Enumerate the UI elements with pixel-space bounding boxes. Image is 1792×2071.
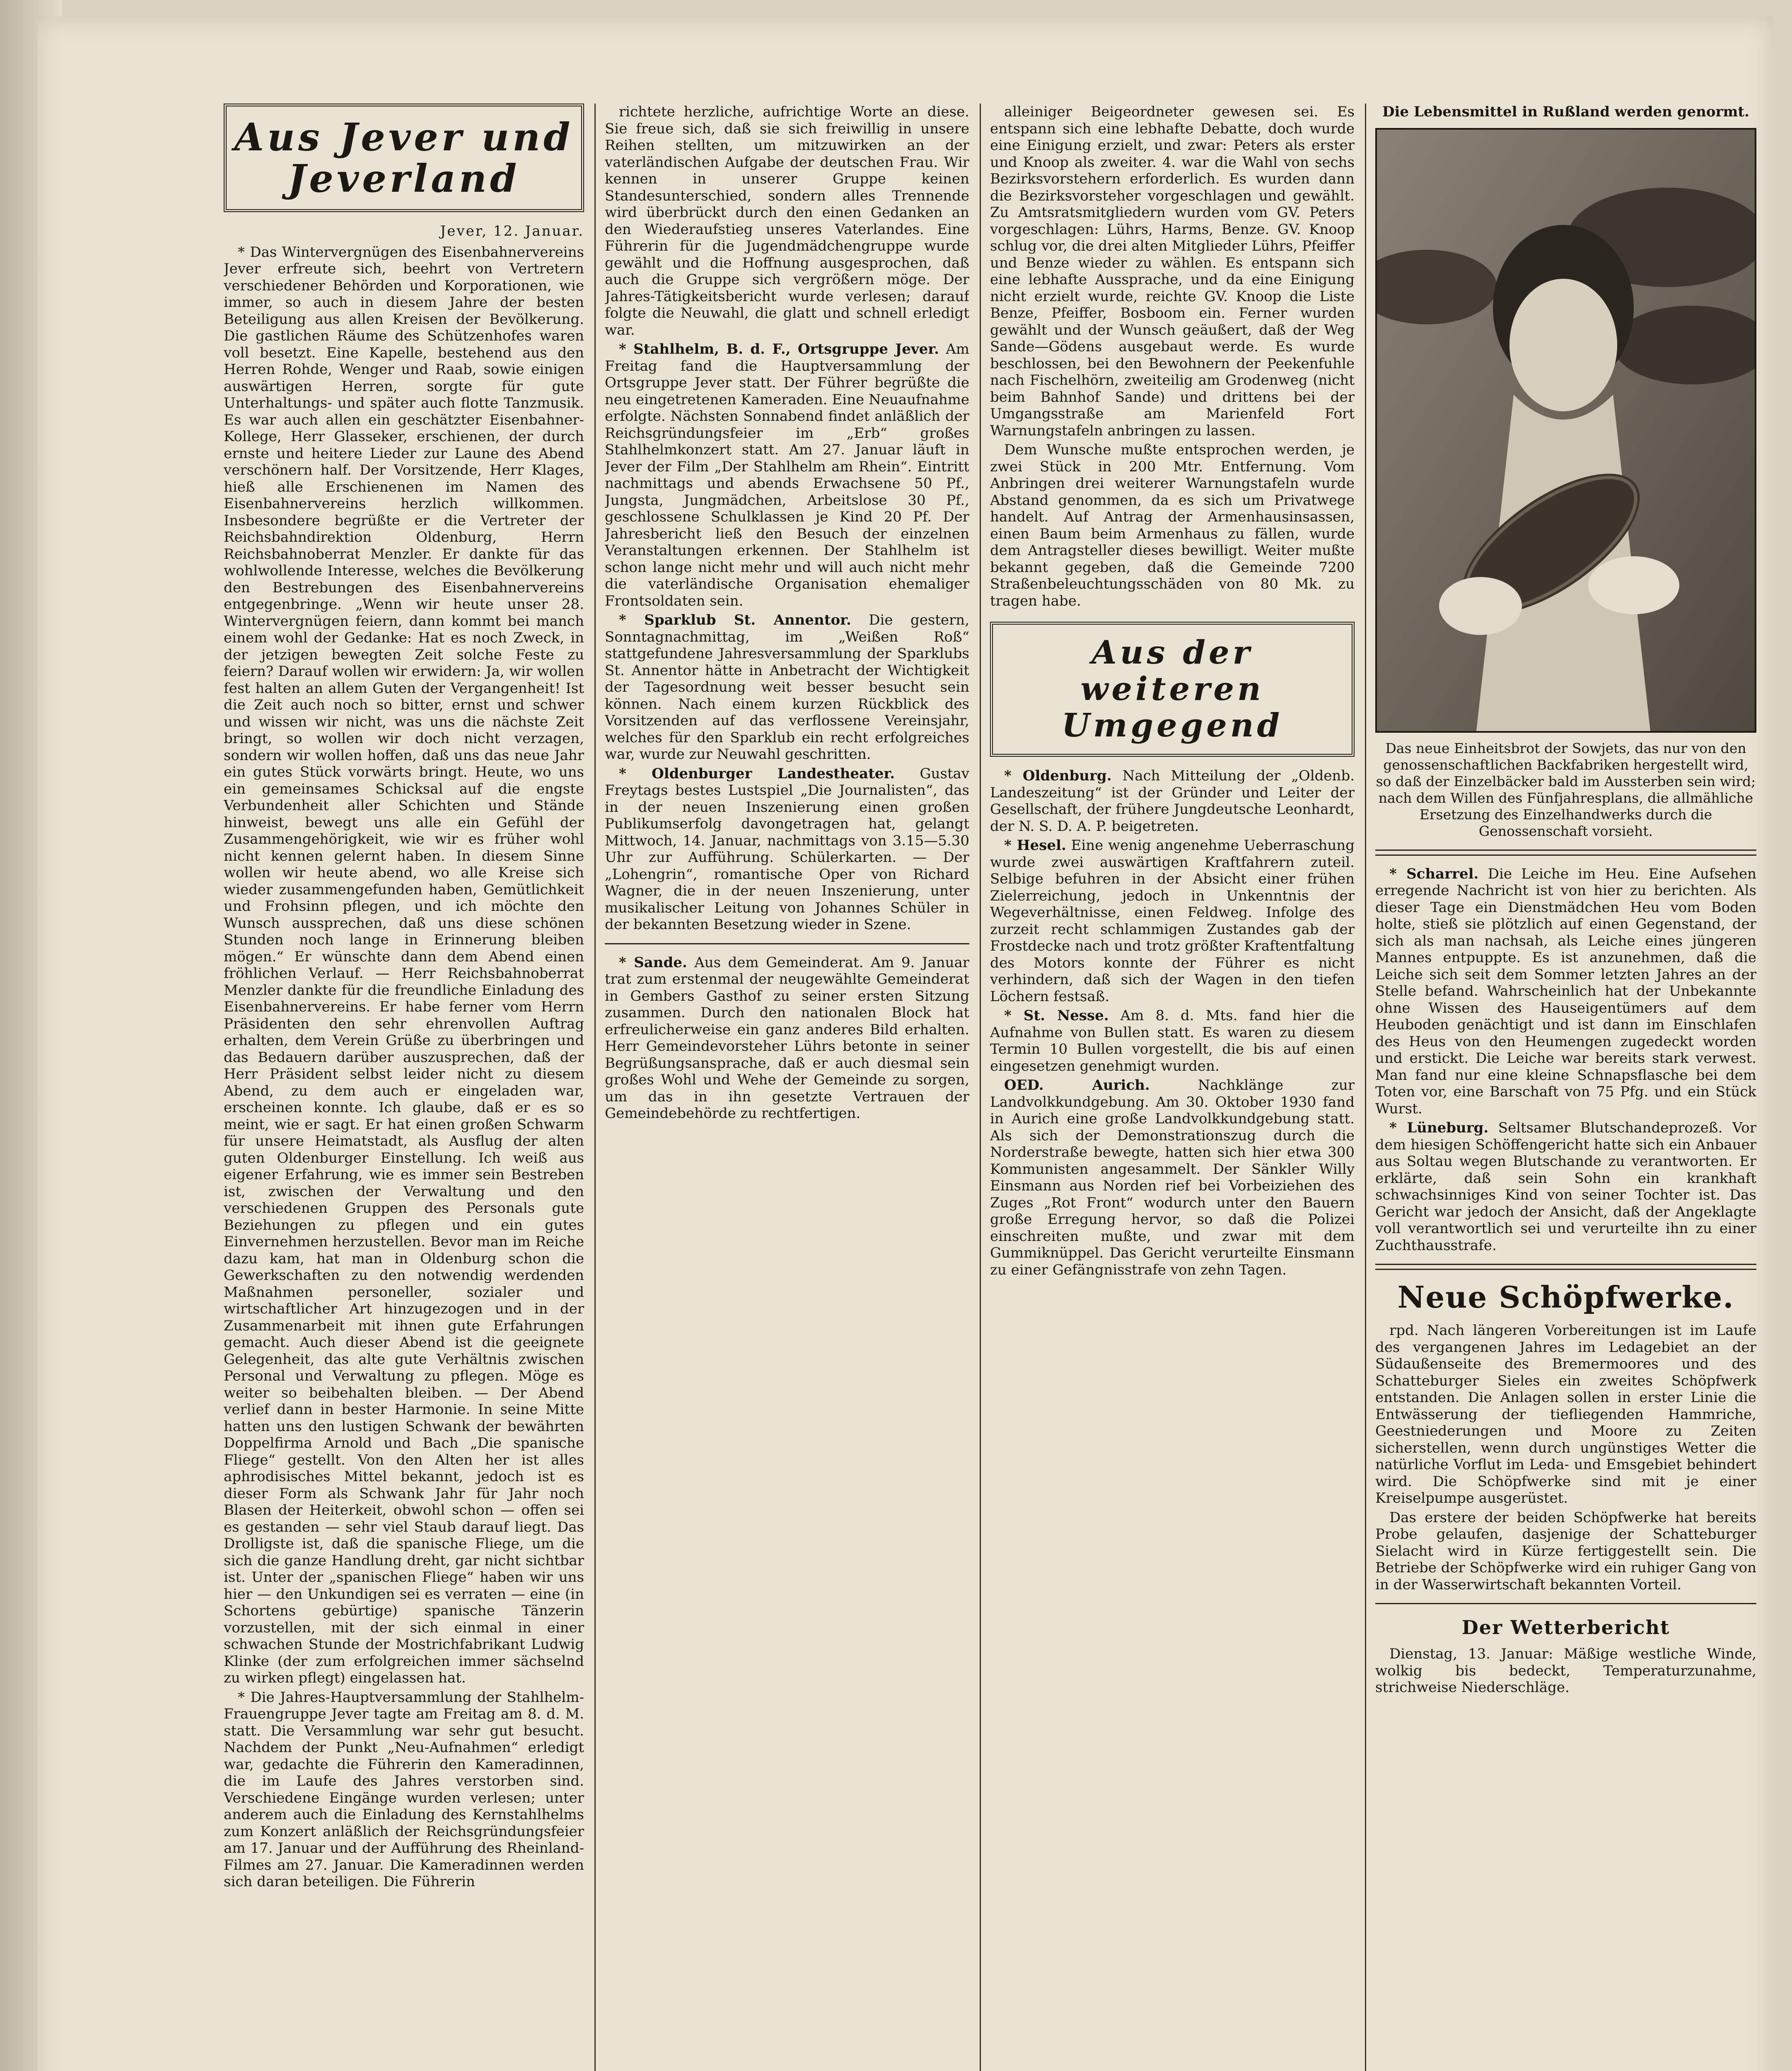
article-body: Eine wenig angenehme Ueberraschung wurde zwei auswärtigen Kraftfahrern zuteil. Selbige befuhren in der Absicht einer frühen Zielerreichung, jedoch in Unkenntnis der Wegeverhältnisse, einen Feldweg. Infolge des zurzeit recht schlammigen Zustandes gab der Frostdecke nach und trotz größter Kraftentfaltung des Motors konnte der Führer es nicht verhindern, daß sich der Wagen in den tiefen Löchern festsaß.: [990, 837, 1355, 1005]
article-body: Seltsamer Blutschandeprozeß. Vor dem hiesigen Schöffengericht hatte sich ein Anbauer aus Soltau wegen Blutschande zu verantworten. Er erklärte, daß sein Sohn ein krankhaft schwachsinniges Kind von seiner Tochter ist. Das Gericht war jedoch der Ansicht, daß der Angeklagte voll verantwortlich sei und verurteilte ihn zu einer Zuchthausstrafe.: [1375, 1120, 1756, 1254]
article-lueneburg: [1375, 1120, 1756, 1254]
column-4: [1375, 104, 1756, 2071]
article-scharrel: [1375, 866, 1756, 1118]
column-rule: [1365, 104, 1366, 2071]
article-stahlhelm-frauengruppe: * Die Jahres-Hauptversammlung der Stahlhelm-Frauengruppe Jever tagte am Freitag am 8. d. M. statt. Die Versammlung war sehr gut besucht. Nachdem der Punkt „Neu-Aufnahmen“ erledigt war, gedachte die Führerin den Kameradinnen, die im Laufe des Jahres verstorben sind. Verschiedene Eingänge wurden verlesen; unter anderem auch die Einladung des Kernstahlhelms zum Konzert anläßlich der Reichsgründungsfeier am 17. Januar und der Aufführung des Rheinland-Filmes am 27. Januar. Die Kameradinnen werden sich daran beteiligen. Die Führerin: [224, 1689, 584, 1890]
dateline: Jever, 12. Januar.: [440, 223, 584, 239]
divider: [1375, 1603, 1756, 1604]
article-body: Gustav Freytags bestes Lustspiel „Die Journalisten“, das in der neuen Inszenierung einen großen Publikumserfolg davongetragen hat, gelangt Mittwoch, 14. Januar, nachmittags von 3.15—5.30 Uhr zur Aufführung. Schülerkarten. — Der „Lohengrin“, romantische Oper von Richard Wagner, die in der neuen Inszenierung, unter musikalischer Leitung von Johannes Schüler in der bekannten Besetzung wieder in Szene.: [605, 765, 969, 933]
column-1: [224, 104, 584, 2071]
article-sparklub: [605, 612, 969, 763]
article-schoepfwerke-2: Das erstere der beiden Schöpfwerke hat bereits Probe gelaufen, dasjenige der Schatteburger Sielacht wird in Kürze fertiggestellt sein. Die Betriebe der Schöpfwerke wird ein ruhiger Gang von in der Wasserwirtschaft bekannten Vorteil.: [1375, 1509, 1756, 1593]
photo-title: Die Lebensmittel in Rußland werden genormt.: [1382, 104, 1749, 120]
article-body: Aus dem Gemeinderat. Am 9. Januar trat zum erstenmal der neugewählte Gemeinderat in Gembers Gasthof zu seiner ersten Sitzung zusammen. Durch den nationalen Block hat erfreulicherweise ein ganz anderes Bild erhalten. Herr Gemeindevorsteher Lührs betonte in seiner Begrüßungsansprache, daß er auch diesmal sein großes Wohl und Wehe der Gemeinde zu sorgen, um das in ihn gesetzte Vertrauen der Gemeindebehörde zu rechtfertigen.: [605, 954, 969, 1122]
section-header-umgegend: [990, 622, 1355, 757]
article-kicker: * Sande.: [619, 954, 687, 971]
photo-woman-with-bread: [1377, 130, 1755, 731]
column-rule: [980, 104, 981, 2071]
article-kicker: * Lüneburg.: [1389, 1120, 1489, 1136]
article-body: Am 8. d. Mts. fand hier die Aufnahme von Bullen statt. Es waren zu diesem Termin 10 Bullen vorgestellt, die bis auf einen eingesetzen genehmigt wurden.: [990, 1007, 1355, 1074]
article-continued: richtete herzliche, aufrichtige Worte an diese. Sie freue sich, daß sie sich freiwillig in unsere Reihen stellten, um mitzuwirken an der vaterländischen Aufgabe der deutschen Frau. Wir kennen in unserer Gruppe keinen Standesunterschied, sondern alles Trennende wird überbrückt durch den einen Gedanken an den Wiederaufstieg unseres Vaterlandes. Eine Führerin für die Jugendmädchengruppe wurde gewählt und die Hoffnung ausgesprochen, daß auch die Gruppe sich vergrößern möge. Der Jahres-Tätigkeitsbericht wurde verlesen; darauf folgte die Neuwahl, die glatt und schnell erledigt war.: [605, 104, 969, 338]
article-body: Am Freitag fand die Hauptversammlung der Ortsgruppe Jever statt. Der Führer begrüßte die neu eingetretenen Kameraden. Eine Neuaufnahme erfolgte. Nächsten Sonnabend findet anläßlich der Reichsgründungsfeier im „Erb“ großes Stahlhelmkonzert statt. Am 27. Januar läuft in Jever der Film „Der Stahlhelm am Rhein“. Eintritt nachmittags und abends Erwachsene 50 Pf., Jungsta, Jungmädchen, Arbeitslose 30 Pf., geschlossene Schulklassen je Kind 20 Pf. Der Jahresbericht ließ den Besuch der einzelnen Veranstaltungen erkennen. Der Stahlhelm ist schon lange nicht mehr und will auch nicht mehr die vaterländische Organisation ehemaliger Frontsoldaten sein.: [605, 341, 969, 609]
column-3: [990, 104, 1355, 2071]
section-title: Aus Jever und Jeverland: [234, 115, 574, 201]
article-sande-continued: alleiniger Beigeordneter gewesen sei. Es entspann sich eine lebhafte Debatte, doch wurde eine Einigung erzielt, und zwar: Peters als erster und Knoop als zweiter. 4. war die Wahl von sechs Bezirksvorstehern erforderlich. Es wurden dann die Bezirksvorsteher vorgeschlagen und gewählt. Zu Amtsratsmitgliedern wurden vom GV. Peters vorgeschlagen: Lührs, Harms, Benze. GV. Knoop schlug vor, die drei alten Mitglieder Lührs, Pfeiffer und Benze wieder zu wählen. Es entspann sich eine lebhafte Aussprache, und da eine Einigung nicht erzielt wurde, reichte GV. Knoop die Liste Benze, Pfeiffer, Bosboom ein. Ferner wurden gewählt und der Wunsch geäußert, daß der Weg Sande—Gödens ausgebaut werde. Es wurde beschlossen, bei den Bewohnern der Peekenfuhle nach Fischelhörn, zweiteilig am Grodenweg (nicht beim Bahnhof Sande) und drittens bei der Umgangsstraße am Marienfeld Fort Warnungstafeln anbringen zu lassen.: [990, 104, 1355, 439]
article-kicker: * Stahlhelm, B. d. F., Ortsgruppe Jever.: [619, 341, 939, 357]
divider: [1375, 850, 1756, 856]
article-aurich: [990, 1077, 1355, 1278]
weather-headline: Der Wetterbericht: [1461, 1616, 1670, 1639]
article-body: Die Leiche im Heu. Eine Aufsehen erregende Nachricht ist von hier zu berichten. Als dieser Tage ein Dienstmädchen Heu vom Boden holte, stieß sie plötzlich auf einen Gegenstand, der sich als man nachsah, als Leiche eines jüngeren Mannes entpuppte. Es ist anzunehmen, daß die Leiche sich seit dem Sommer letzten Jahres an der Stelle befand. Wahrscheinlich hat der Unbekannte ohne Wissen des Hauseigentümers auf dem Heuboden genächtigt und ist dann im Einschlafen des Heus von den Heumengen zugedeckt worden und erstickt. Die Leiche war bereits stark verwest. Man fand nur eine kleine Schnapsflasche bei dem Toten vor, eine Barschaft von 75 Pfg. und ein Stück Wurst.: [1375, 865, 1756, 1117]
article-continued: Dem Wunsche mußte entsprochen werden, je zwei Stück in 200 Mtr. Entfernung. Vom Anbringen drei weiterer Warnungstafeln wurde Abstand genommen, da es sich um Privatwege handelt. Auf Antrag der Armenhausinsassen, einen Baum beim Armenhaus zu fällen, wurde dem Antragsteller dieses bewilligt. Weiter mußte bekannt gegeben, daß die Gemeinde 7200 Straßenbeleuchtungsschäden von 80 Mk. zu tragen habe.: [990, 442, 1355, 609]
news-photo: [1375, 128, 1756, 733]
article-body: Die gestern, Sonntagnachmittag, im „Weißen Roß“ stattgefundene Jahresversammlung der Sparklubs St. Annentor hätte in Anbetracht der Wichtigkeit der Tagesordnung weit besser besucht sein können. Nach einem kurzen Rückblick des Vorsitzenden auf das verflossene Vereinsjahr, welches für den Sparklub ein recht erfolgreiches war, wurde zur Neuwahl geschritten.: [605, 612, 969, 763]
section-title: Aus der weiteren Umgegend: [1061, 634, 1283, 744]
article-landestheater: [605, 765, 969, 933]
photo-caption: Das neue Einheitsbrot der Sowjets, das nur von den genossenschaftlichen Backfabriken hergestellt wird, so daß der Einzelbäcker bald im Aussterben sein wird; nach dem Willen des Fünfjahresplans, die allmähliche Ersetzung des Einzelhandwerks durch die Genossenschaft vorsieht.: [1376, 740, 1756, 839]
article-hesel: [990, 837, 1355, 1005]
article-body: Nachklänge zur Landvolkkundgebung. Am 30. Oktober 1930 fand in Aurich eine große Landvolkkundgebung statt. Als sich der Demonstrationszug durch die Norderstraße bewegte, hatten sich hier etwa 300 Kommunisten angesammelt. Der Sänkler Willy Einsmann aus Norden rief bei Vorbeiziehen des Zuges „Rot Front“ wodurch unter den Bauern große Erregung hervor, so daß die Polizei einschreiten mußte, und zwar mit dem Gummiknüppel. Das Gericht verurteilte Einsmann zu einer Gefängnisstrafe von zehn Tagen.: [990, 1077, 1355, 1278]
divider: [605, 943, 969, 944]
column-rule: [594, 104, 596, 2071]
article-stahlhelm-ortsgruppe: [605, 341, 969, 609]
article-sande: [605, 954, 969, 1122]
divider: [1375, 1264, 1756, 1270]
article-body: Nach Mitteilung der „Oldenb. Landeszeitung“ ist der Gründer und Leiter der Gesellschaft, der frühere Jungdeutsche Leonhardt, der N. S. D. A. P. beigetreten.: [990, 768, 1355, 835]
weather-report: Dienstag, 13. Januar: Mäßige westliche Winde, wolkig bis bedeckt, Temperaturzunahme, strichweise Niederschläge.: [1375, 1646, 1756, 1696]
article-oldenburg: [990, 768, 1355, 835]
column-2: [605, 104, 969, 2071]
article-kicker: * St. Nesse.: [1004, 1007, 1109, 1024]
article-st-nesse: [990, 1007, 1355, 1074]
article-kicker: * Oldenburger Landestheater.: [619, 765, 895, 782]
article-kicker: * Hesel.: [1004, 837, 1066, 854]
article-kicker: OED. Aurich.: [1004, 1077, 1150, 1093]
article-headline: Neue Schöpfwerke.: [1397, 1279, 1734, 1315]
article-kicker: * Scharrel.: [1389, 865, 1479, 882]
article-wintervergnuegen: * Das Wintervergnügen des Eisenbahnervereins Jever erfreute sich, beehrt von Vertretern verschiedener Behörden und Korporationen, wie immer, so auch in diesem Jahre der besten Beteiligung aus allen Kreisen der Bevölkerung. Die gastlichen Räume des Schützenhofes waren voll besetzt. Eine Kapelle, bestehend aus den Herren Rohde, Wenger und Raab, sowie einigen auswärtigen Herren, sorgte für gute Unterhaltungs- und später auch flotte Tanzmusik. Es war auch allen ein geschätzter Eisenbahner-Kollege, Herr Glasseker, erschienen, der durch ernste und heitere Lieder zur Laune des Abend verschönern half. Der Vorsitzende, Herr Klages, hieß alle Erschienenen im Namen des Eisenbahnervereins herzlich willkommen. Insbesondere begrüßte er die Vertreter der Reichsbahndirektion Oldenburg, Herrn Reichsbahnoberrat Menzler. Er dankte für das wohlwollende Interesse, welches die Bevölkerung den Bestrebungen des Eisenbahnervereins entgegenbringe. „Wenn wir heute unser 28. Wintervergnügen feiern, dann kommt bei manch einem wohl der Gedanke: Hat es noch Zweck, in der jetzigen bewegten Zeit solche Feste zu feiern? Darauf wollen wir erwidern: Ja, wir wollen fest halten an allem Guten der Vergangenheit! Ist die Zeit auch noch so bitter, ernst und schwer und wissen wir nicht, was uns die nächste Zeit bringt, so wollen wir doch nicht verzagen, sondern wir wollen hoffen, daß uns das neue Jahr ein gutes Stück vorwärts bringt. Heute, wo uns ein gemeinsames Schicksal auf die engste Verbundenheit aller Schichten und Stände hinweist, bewegt uns alle ein Gefühl der Zusammengehörigkeit, wie wir es früher wohl nicht kennen gelernt haben. In diesem Sinne wollen wir heute abend, wo alle Kreise sich wieder zusammengefunden haben, Gemütlichkeit und Frohsinn pflegen, und ich möchte den Wunsch aussprechen, daß uns diese schönen Stunden noch lange in Erinnerung bleiben mögen.“ Er wünschte dann dem Abend einen fröhlichen Verlauf. — Herr Reichsbahnoberrat Menzler dankte für die freundliche Einladung des Eisenbahnervereins. Er habe ferner vom Herrn Präsidenten den sehr ehrenvollen Auftrag erhalten, dem Verein Grüße zu überbringen und das Bedauern darüber auszusprechen, daß der Herr Präsident selbst leider nicht zu diesem Abend, zu dem auch er eingeladen war, erscheinen konnte. Ich glaube, daß er es so meint, wie er sagt. Er hat einen großen Schwarm für unsere Heimatstadt, als Ausflug der alten guten Oldenburger Einstellung. Ich weiß aus eigener Erfahrung, wie es immer sein Bestreben ist, zwischen der Verwaltung und den verschiedenen Gruppen des Personals gute Beziehungen zu pflegen und ein gutes Einvernehmen herzustellen. Bevor man im Reiche dazu kam, hat man in Oldenburg schon die Gewerkschaften zu den notwendig werdenden Maßnahmen personeller, sozialer und wirtschaftlicher Art hinzugezogen und in der Zusammenarbeit mit ihnen gute Erfahrungen gemacht. Auch dieser Abend ist die geeignete Gelegenheit, das alte gute Verhältnis zwischen Personal und Verwaltung zu pflegen. Möge es weiter so beibehalten bleiben. — Der Abend verlief dann in bester Harmonie. In seine Mitte hatten uns den lustigen Schwank der bewährten Doppelfirma Arnold und Bach „Die spanische Fliege“ gestellt. Von den Alten her ist alles aphrodisisches Mittel bekannt, jedoch ist es dieser Form als Schwank Jahr für Jahr noch Blasen der Heiterkeit, obwohl schon — offen sei es gestanden — sehr viel Staub darauf liegt. Das Drolligste ist, daß die spanische Fliege, um die sich die ganze Handlung dreht, gar nicht sichtbar ist. Unter der „spanischen Fliege“ haben wir uns hier — den Unkundigen sei es verraten — eine (in Schortens gebürtige) spanische Tänzerin vorzustellen, mit der sich einmal in einer schwachen Stunde der Mostrichfabrikant Ludwig Klinke (der zum erfolgreichen immer sächselnd zu wirken pflegt) eingelassen hat.: [224, 244, 584, 1686]
article-kicker: * Oldenburg.: [1004, 768, 1112, 784]
newspaper-page: [37, 17, 1773, 2071]
article-kicker: * Sparklub St. Annentor.: [619, 612, 851, 628]
section-header-jever: [224, 104, 584, 212]
article-schoepfwerke: rpd. Nach längeren Vorbereitungen ist im Laufe des vergangenen Jahres im Ledagebiet an der Südaußenseite des Bremermoores und des Schatteburger Sieles ein zweites Schöpfwerk entstanden. Die Anlagen sollen in erster Linie die Entwässerung der tiefliegenden Hammriche, Geestniederungen und Moore zu Zeiten sicherstellen, wenn durch ungünstiges Wetter die natürliche Vorflut im Leda- und Emsgebiet behindert wird. Die Schöpfwerke sind mit je einer Kreiselpumpe ausgerüstet.: [1375, 1322, 1756, 1506]
